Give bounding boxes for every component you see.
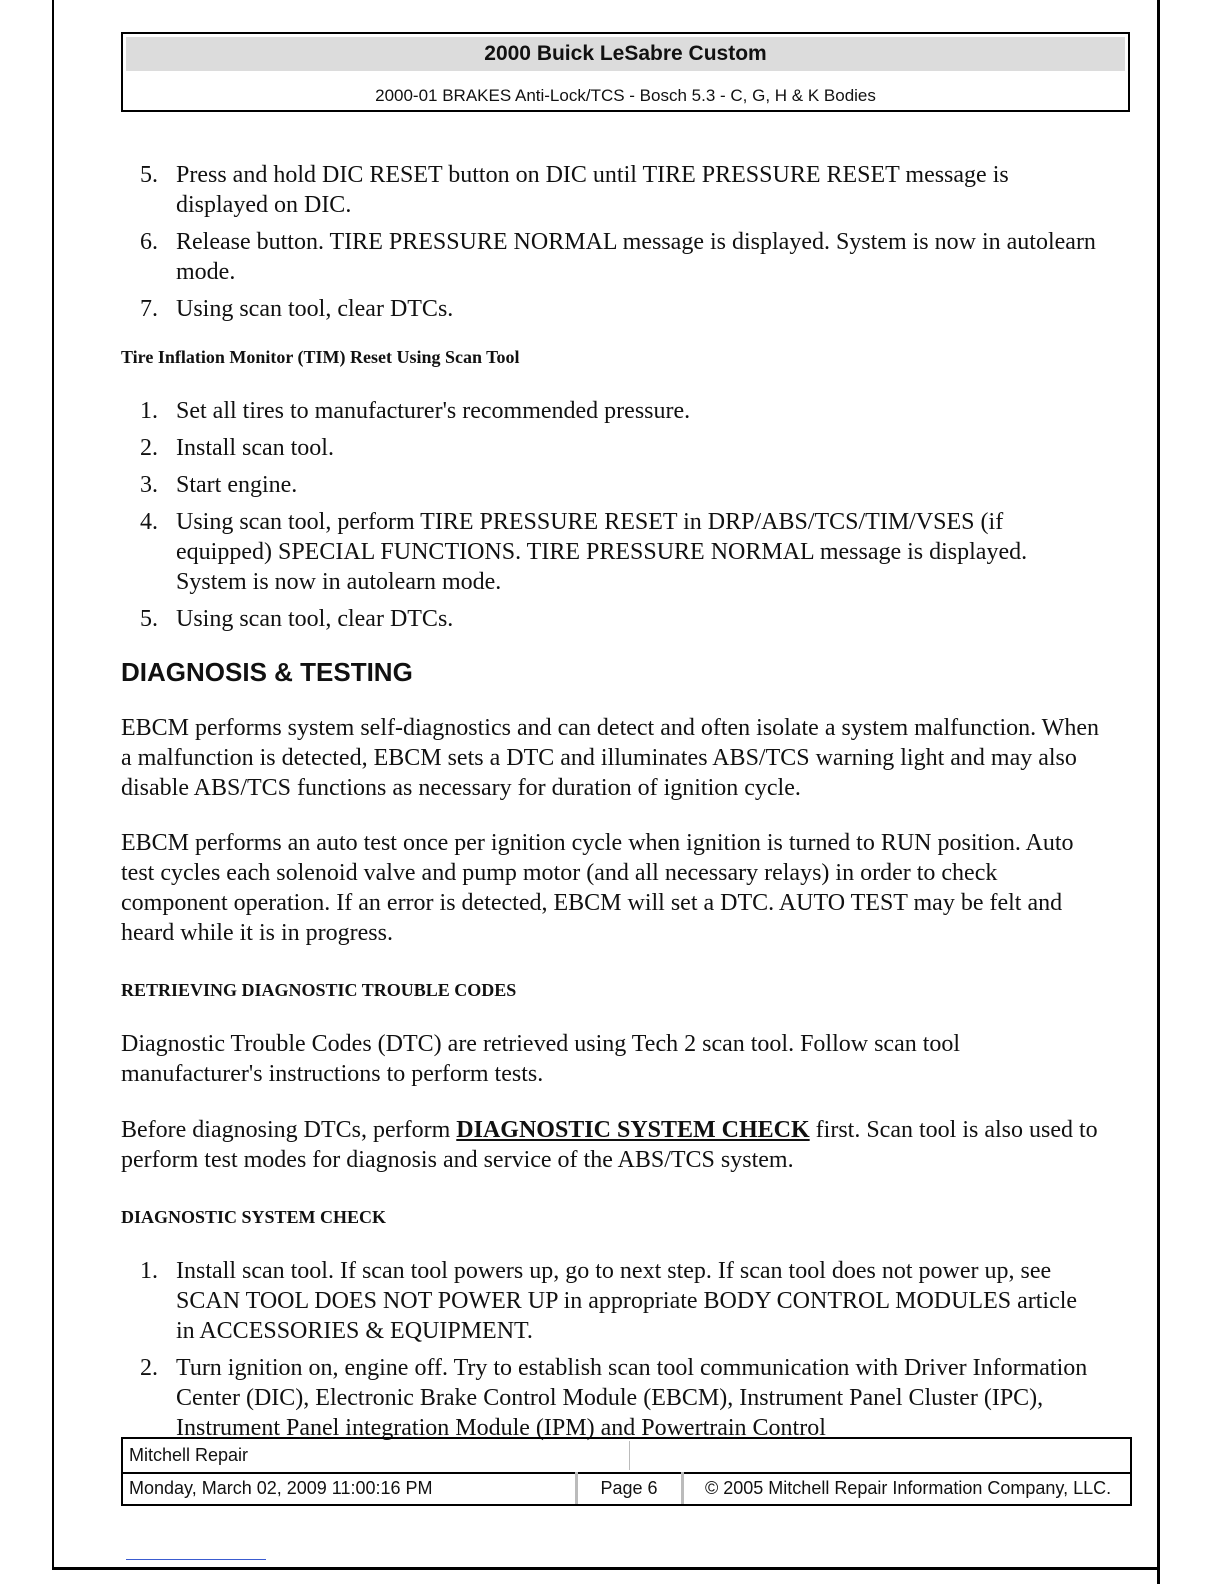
step-number: 1. <box>140 1258 158 1284</box>
list-item <box>140 433 1101 463</box>
step-text: Using scan tool, perform TIRE PRESSURE RESET in DRP/ABS/TCS/TIM/VSES (if equipped) SPECIAL FUNCTIONS. TIRE PRESSURE NORMAL message is displayed. System is now in autolearn mode. <box>176 509 1028 595</box>
step-text: Set all tires to manufacturer's recommended pressure. <box>176 398 691 424</box>
diagnosis-testing-heading: DIAGNOSIS & TESTING <box>121 657 413 687</box>
step-number: 5. <box>140 606 158 632</box>
footer-top-row <box>123 1439 1130 1474</box>
bottom-link-rule <box>126 1559 266 1560</box>
list-item <box>140 1353 1101 1443</box>
list-item <box>140 1256 1101 1346</box>
diagnosis-paragraph-1: EBCM performs system self-diagnostics and can detect and often isolate a system malfunction. When a malfunction is detected, EBCM sets a DTC and illuminates ABS/TCS warning light and may also disable ABS/TCS functions as necessary for duration of ignition cycle. <box>121 715 1099 801</box>
footer-divider <box>629 1441 630 1470</box>
list-item <box>140 470 1101 500</box>
copyright-notice: © 2005 Mitchell Repair Information Company, LLC. <box>705 1478 1112 1498</box>
step-text: Install scan tool. <box>176 435 334 461</box>
page-border-right <box>1157 0 1160 1584</box>
list-item <box>140 160 1101 220</box>
tim-reset-heading: Tire Inflation Monitor (TIM) Reset Using Scan Tool <box>121 347 520 367</box>
retrieving-dtc-heading: RETRIEVING DIAGNOSTIC TROUBLE CODES <box>121 980 517 1000</box>
retrieving-paragraph-2 <box>121 1115 1101 1175</box>
step-number: 6. <box>140 229 158 255</box>
step-number: 5. <box>140 162 158 188</box>
step-number: 1. <box>140 398 158 424</box>
page-number: Page 6 <box>600 1478 658 1498</box>
step-text: Install scan tool. If scan tool powers up, go to next step. If scan tool does not power up, see SCAN TOOL DOES NOT POWER UP in appropriate BODY CONTROL MODULES article in ACCESSORIES & EQUIPMENT. <box>176 1258 1078 1344</box>
system-check-step-list <box>121 1256 1101 1443</box>
retrieving-text-before: Before diagnosing DTCs, perform <box>121 1117 457 1143</box>
publisher-name: Mitchell Repair <box>129 1445 249 1465</box>
list-item <box>140 396 1101 426</box>
footer-divider <box>681 1472 684 1504</box>
list-item <box>140 227 1101 287</box>
step-text: Turn ignition on, engine off. Try to establish scan tool communication with Driver Information Center (DIC), Electronic Brake Control Module (EBCM), Instrument Panel Cluster (IPC), Instrument Panel integration Module (IPM) and Powertrain Control <box>176 1355 1088 1441</box>
retrieving-paragraph-1: Diagnostic Trouble Codes (DTC) are retrieved using Tech 2 scan tool. Follow scan tool manufacturer's instructions to perform tests. <box>121 1031 961 1087</box>
step-text: Release button. TIRE PRESSURE NORMAL message is displayed. System is now in autolearn mode. <box>176 229 1096 285</box>
list-item <box>140 507 1101 597</box>
step-text: Start engine. <box>176 472 298 498</box>
article-subtitle: 2000-01 BRAKES Anti-Lock/TCS - Bosch 5.3 - C, G, H & K Bodies <box>375 86 876 105</box>
continued-step-list <box>121 160 1101 324</box>
system-check-heading: DIAGNOSTIC SYSTEM CHECK <box>121 1207 387 1227</box>
diagnostic-system-check-link[interactable]: DIAGNOSTIC SYSTEM CHECK <box>456 1117 810 1143</box>
page-border-left <box>52 0 54 1570</box>
step-text: Press and hold DIC RESET button on DIC until TIRE PRESSURE RESET message is displayed on DIC. <box>176 162 1009 218</box>
retrieving-text-after: first. Scan tool is also used to perform test modes for diagnosis and service of the ABS/TCS system. <box>121 1117 1098 1173</box>
document-footer <box>121 1437 1132 1506</box>
step-number: 3. <box>140 472 158 498</box>
step-number: 2. <box>140 1355 158 1381</box>
list-item <box>140 294 1101 324</box>
print-date: Monday, March 02, 2009 11:00:16 PM <box>129 1478 433 1498</box>
step-number: 4. <box>140 509 158 535</box>
tim-step-list <box>121 396 1101 634</box>
step-number: 7. <box>140 296 158 322</box>
list-item <box>140 604 1101 634</box>
page-border-bottom <box>52 1567 1160 1570</box>
footer-divider <box>575 1472 578 1504</box>
document-header <box>121 32 1130 112</box>
step-text: Using scan tool, clear DTCs. <box>176 606 454 632</box>
footer-bottom-row <box>123 1474 1130 1504</box>
step-text: Using scan tool, clear DTCs. <box>176 296 454 322</box>
vehicle-title: 2000 Buick LeSabre Custom <box>126 37 1125 71</box>
step-number: 2. <box>140 435 158 461</box>
diagnosis-paragraph-2: EBCM performs an auto test once per ignition cycle when ignition is turned to RUN position. Auto test cycles each solenoid valve and pump motor (and all necessary relays) in order to check component operation. If an error is detected, EBCM will set a DTC. AUTO TEST may be felt and heard while it is in progress. <box>121 830 1074 946</box>
page-content <box>121 160 1101 1450</box>
